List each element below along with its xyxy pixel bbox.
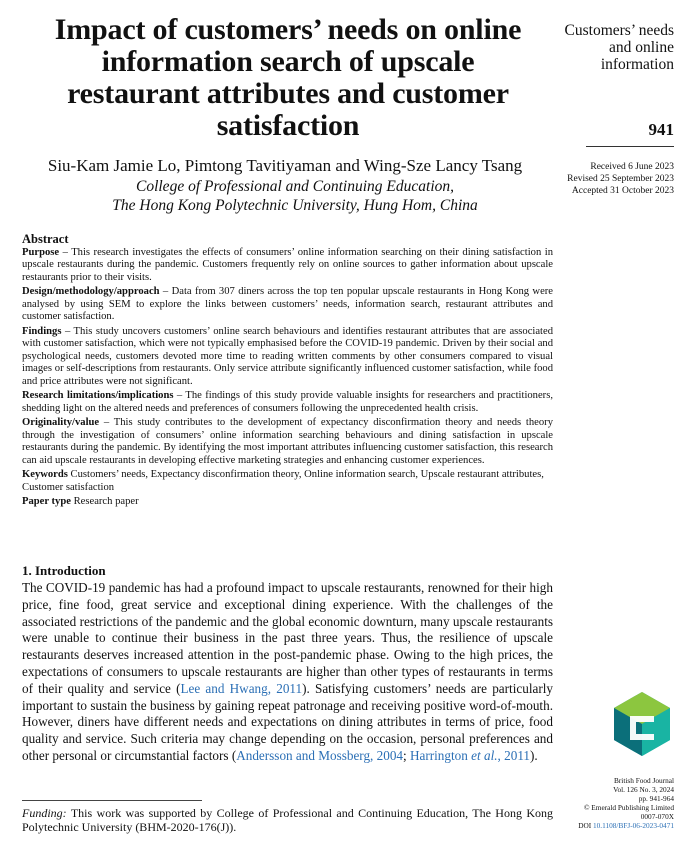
abstract-section — [22, 233, 553, 511]
affiliation-line-2: The Hong Kong Polytechnic University, Hung Hom, China — [112, 197, 478, 214]
purpose-text: – This research investigates the effects of consumers’ online information searching on their dining satisfaction in upscale restaurants during the pandemic. Customers frequently rely on online sources to gather information about upscale restaurants prior to their visits. — [22, 246, 553, 283]
submission-dates — [567, 161, 674, 197]
keywords-text: Customers’ needs, Expectancy disconfirmation theory, Online information search, Upscale restaurant attributes, Customer satisfaction — [22, 469, 544, 493]
author-list: Siu-Kam Jamie Lo, Pimtong Tavitiyaman and Wing-Sze Lancy Tsang — [47, 156, 523, 175]
section-heading-introduction: 1. Introduction — [22, 563, 106, 578]
harrington-name: Harrington — [409, 747, 472, 763]
page-number: 941 — [648, 120, 674, 139]
paper-type-label: Paper type — [22, 496, 71, 507]
running-title: Customers’ needs and online information — [564, 22, 674, 73]
abstract-limitations — [22, 390, 553, 415]
abstract-keywords — [22, 469, 553, 494]
abstract-heading: Abstract — [22, 232, 69, 246]
doi-link[interactable]: 10.1108/BFJ-06-2023-0471 — [592, 820, 674, 830]
funding-footnote — [22, 806, 553, 834]
journal-name: British Food Journal — [614, 776, 674, 785]
journal-volume: Vol. 126 No. 3, 2024 — [613, 784, 674, 794]
originality-label: Originality/value — [22, 417, 100, 428]
footnote-divider — [22, 800, 202, 801]
side-divider — [586, 146, 674, 147]
affiliation — [60, 177, 530, 215]
journal-pages: pp. 941-964 — [638, 793, 674, 803]
design-text: – Data from 307 diners across the top ten popular upscale restaurants in Hong Kong were analysed by using SEM to explore the links between customers’ needs, information search, restaurant attributes and customer satisfaction. — [22, 286, 553, 322]
doi-label: DOI — [578, 820, 593, 830]
affiliation-line-1: College of Professional and Continuing Education, — [135, 178, 455, 195]
publication-info — [578, 777, 674, 830]
abstract-findings — [22, 326, 553, 389]
purpose-label: Purpose — [22, 246, 60, 258]
funding-text: This work was supported by College of Professional and Continuing Education, The Hong Kong Polytechnic University (BHM-2020-176(J)). — [22, 806, 553, 834]
limitations-label: Research limitations/implications — [22, 390, 174, 401]
accepted-date: Accepted 31 October 2023 — [571, 186, 674, 196]
design-label: Design/methodology/approach — [22, 286, 160, 297]
intro-text-4: ). — [530, 747, 538, 763]
citation-link-harrington[interactable] — [410, 748, 530, 763]
intro-text-3: ; — [403, 747, 410, 763]
findings-label: Findings — [22, 325, 62, 337]
received-date: Received 6 June 2023 — [590, 162, 674, 172]
copyright-notice: © Emerald Publishing Limited — [583, 802, 674, 812]
citation-link-lee-hwang[interactable]: Lee and Hwang, 2011 — [180, 680, 303, 696]
originality-text: – This study contributes to the development of expectancy disconfirmation theory and needs theory through the investigation of consumers’ online information searching behaviours and dining satisfaction in upscale restaurants during the pandemic. By identifying the most important attributes influencing customer satisfaction, this research can aid upscale restaurants in developing effective marketing strategies and enhancing customer experiences. — [22, 417, 553, 466]
introduction-body — [22, 580, 553, 765]
article-title: Impact of customers’ needs on online information search of upscale restaurant attributes and customer satisfaction — [54, 13, 522, 142]
intro-text-1: The COVID-19 pandemic has had a profound impact to upscale restaurants, renowned for their high price, fine food, great service and exceptional dining experience. With the challenges of the associated restrictions of the pandemic and the global economic downturn, many upscale restaurants were unable to continue their business in the past three years. Thus, the resilience of upscale restaurants deserves increased attention in the post-pandemic phase. Owing to the high prices, the expectations of consumers to upscale restaurants are higher than other types of restaurants in terms of their quality and service ( — [22, 580, 553, 696]
abstract-originality — [22, 417, 553, 467]
harrington-year: , 2011 — [497, 747, 531, 763]
abstract-design — [22, 286, 553, 324]
revised-date: Revised 25 September 2023 — [567, 174, 674, 184]
limitations-text: – The findings of this study provide valuable insights for researchers and practitioners, shedding light on the altered needs and preferences of consumers following the unprecedented health crisis. — [22, 390, 553, 414]
intro-text-2: ). Satisfying customers’ needs are particularly important to sustain the business by gaining repeat patronage and receiving positive word-of-mouth. However, diners have different needs and expectations on dining attributes in terms of price, food quality and service. Such criteria may change depending on the occasion, personal preferences and other personal or circumstantial factors ( — [22, 680, 553, 763]
doi-line — [578, 822, 674, 831]
citation-link-andersson-mossberg[interactable]: Andersson and Mossberg, 2004 — [236, 747, 404, 763]
harrington-etal: et al. — [471, 747, 498, 763]
keywords-label: Keywords — [22, 469, 68, 480]
abstract-purpose — [22, 247, 553, 285]
abstract-paper-type — [22, 496, 553, 509]
findings-text: – This study uncovers customers’ online search behaviours and identifies restaurant attributes that are associated with customer satisfaction, which were not typically emphasised before the COVID-19 pandemic. Driven by their social and psychological needs, customers devoted more time to reading written comments by other consumers compared to visual images or self-descriptions from restaurants. Only service attribute significantly influenced customer satisfaction, while food and price attributes were not significant. — [22, 325, 553, 387]
emerald-publisher-logo — [612, 690, 672, 768]
issn: 0007-070X — [640, 811, 674, 821]
paper-type-text: Research paper — [70, 496, 139, 507]
funding-label: Funding: — [22, 806, 67, 820]
